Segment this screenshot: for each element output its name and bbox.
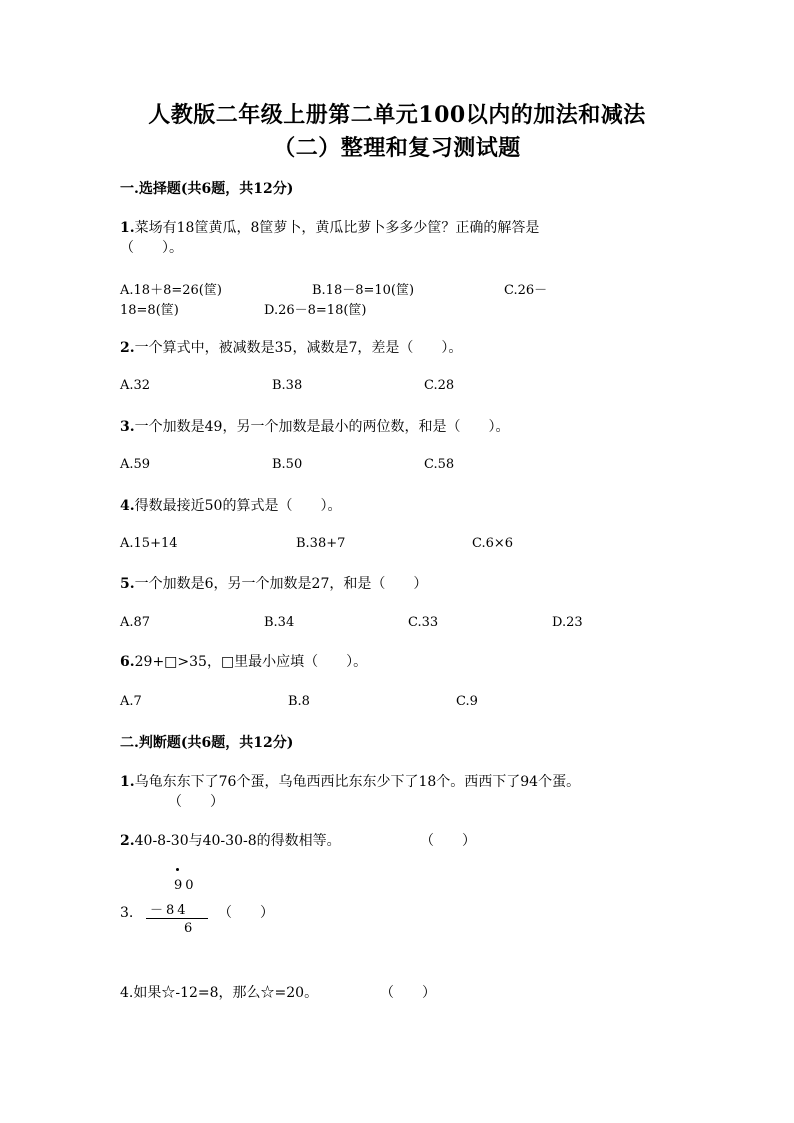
question-number: 6.: [120, 654, 135, 670]
question-text: 得数最接近50的算式是（ ）。: [134, 498, 342, 514]
judge-1-blank: （ ）: [168, 794, 224, 810]
borrow-dot: [176, 868, 179, 871]
q1-option-c-cont: 18=8(筐): [120, 303, 179, 318]
judge-question-2: [120, 831, 341, 851]
question-number: 1.: [120, 774, 135, 790]
question-3: [120, 417, 509, 437]
q2-option-b: B.38: [272, 378, 303, 393]
question-number: 4.: [120, 498, 135, 514]
q2-option-c: C.28: [424, 378, 455, 393]
title-line-1: 人教版二年级上册第二单元100以内的加法和减法: [148, 102, 646, 128]
q1-option-d: D.26－8=18(筐): [264, 303, 367, 318]
minuend: 90: [174, 878, 197, 893]
q5-option-c: C.33: [408, 615, 439, 630]
question-text: 29+□>35，□里最小应填（ ）。: [134, 654, 368, 670]
question-text: 一个加数是49，另一个加数是最小的两位数，和是（ ）。: [134, 419, 510, 435]
question-text: 乌龟东东下了76个蛋，乌龟西西比东东少下了18个。西西下了94个蛋。: [134, 774, 581, 790]
q5-option-a: A.87: [120, 615, 151, 630]
q5-option-d: D.23: [552, 615, 583, 630]
question-1: [120, 218, 539, 238]
result-line: [146, 918, 208, 919]
judge-question-1: [120, 772, 580, 792]
question-text: 如果☆-12=8，那么☆=20。: [133, 985, 319, 1001]
question-number: 2.: [120, 833, 135, 849]
question-2: [120, 338, 462, 358]
q4-option-a: A.15+14: [120, 536, 178, 551]
judge-4-blank: （ ）: [380, 985, 436, 1001]
question-text: 40-8-30与40-30-8的得数相等。: [134, 833, 341, 849]
vertical-subtraction: [146, 868, 216, 940]
q1-option-c: C.26－: [504, 283, 548, 298]
question-number: 3.: [120, 419, 135, 435]
q5-option-b: B.34: [264, 615, 295, 630]
q4-option-c: C.6×6: [472, 536, 514, 551]
question-number: 4.: [120, 985, 134, 1001]
question-text: 一个加数是6，另一个加数是27，和是（ ）: [134, 576, 428, 592]
question-1-blank: （ ）。: [120, 240, 183, 256]
judge-3-blank: （ ）: [218, 905, 274, 921]
judge-question-3-number: 3.: [120, 905, 134, 921]
subtrahend: －84: [150, 903, 189, 918]
question-number: 1.: [120, 220, 135, 236]
difference: 6: [184, 921, 193, 936]
q4-option-b: B.38+7: [296, 536, 346, 551]
q3-option-b: B.50: [272, 457, 303, 472]
q6-option-c: C.9: [456, 694, 478, 709]
section-judge-heading: 二.判断题(共6题，共12分): [120, 735, 294, 751]
question-text: 菜场有18筐黄瓜，8筐萝卜，黄瓜比萝卜多多少筐？正确的解答是: [134, 220, 540, 236]
question-6: [120, 652, 367, 672]
q1-option-b: B.18－8=10(筐): [312, 283, 415, 298]
question-5: [120, 574, 427, 594]
q6-option-a: A.7: [120, 694, 142, 709]
q2-option-a: A.32: [120, 378, 151, 393]
question-number: 2.: [120, 340, 135, 356]
title-line-2: （二）整理和复习测试题: [273, 135, 521, 161]
q6-option-b: B.8: [288, 694, 310, 709]
judge-2-blank: （ ）: [420, 833, 476, 849]
question-text: 一个算式中，被减数是35，减数是7，差是（ ）。: [134, 340, 463, 356]
question-number: 5.: [120, 576, 135, 592]
section-choice-heading: 一.选择题(共6题，共12分): [120, 181, 294, 197]
judge-question-4: [120, 983, 318, 1003]
q1-option-a: A.18＋8=26(筐): [120, 283, 222, 298]
q3-option-a: A.59: [120, 457, 151, 472]
question-4: [120, 496, 341, 516]
q3-option-c: C.58: [424, 457, 455, 472]
